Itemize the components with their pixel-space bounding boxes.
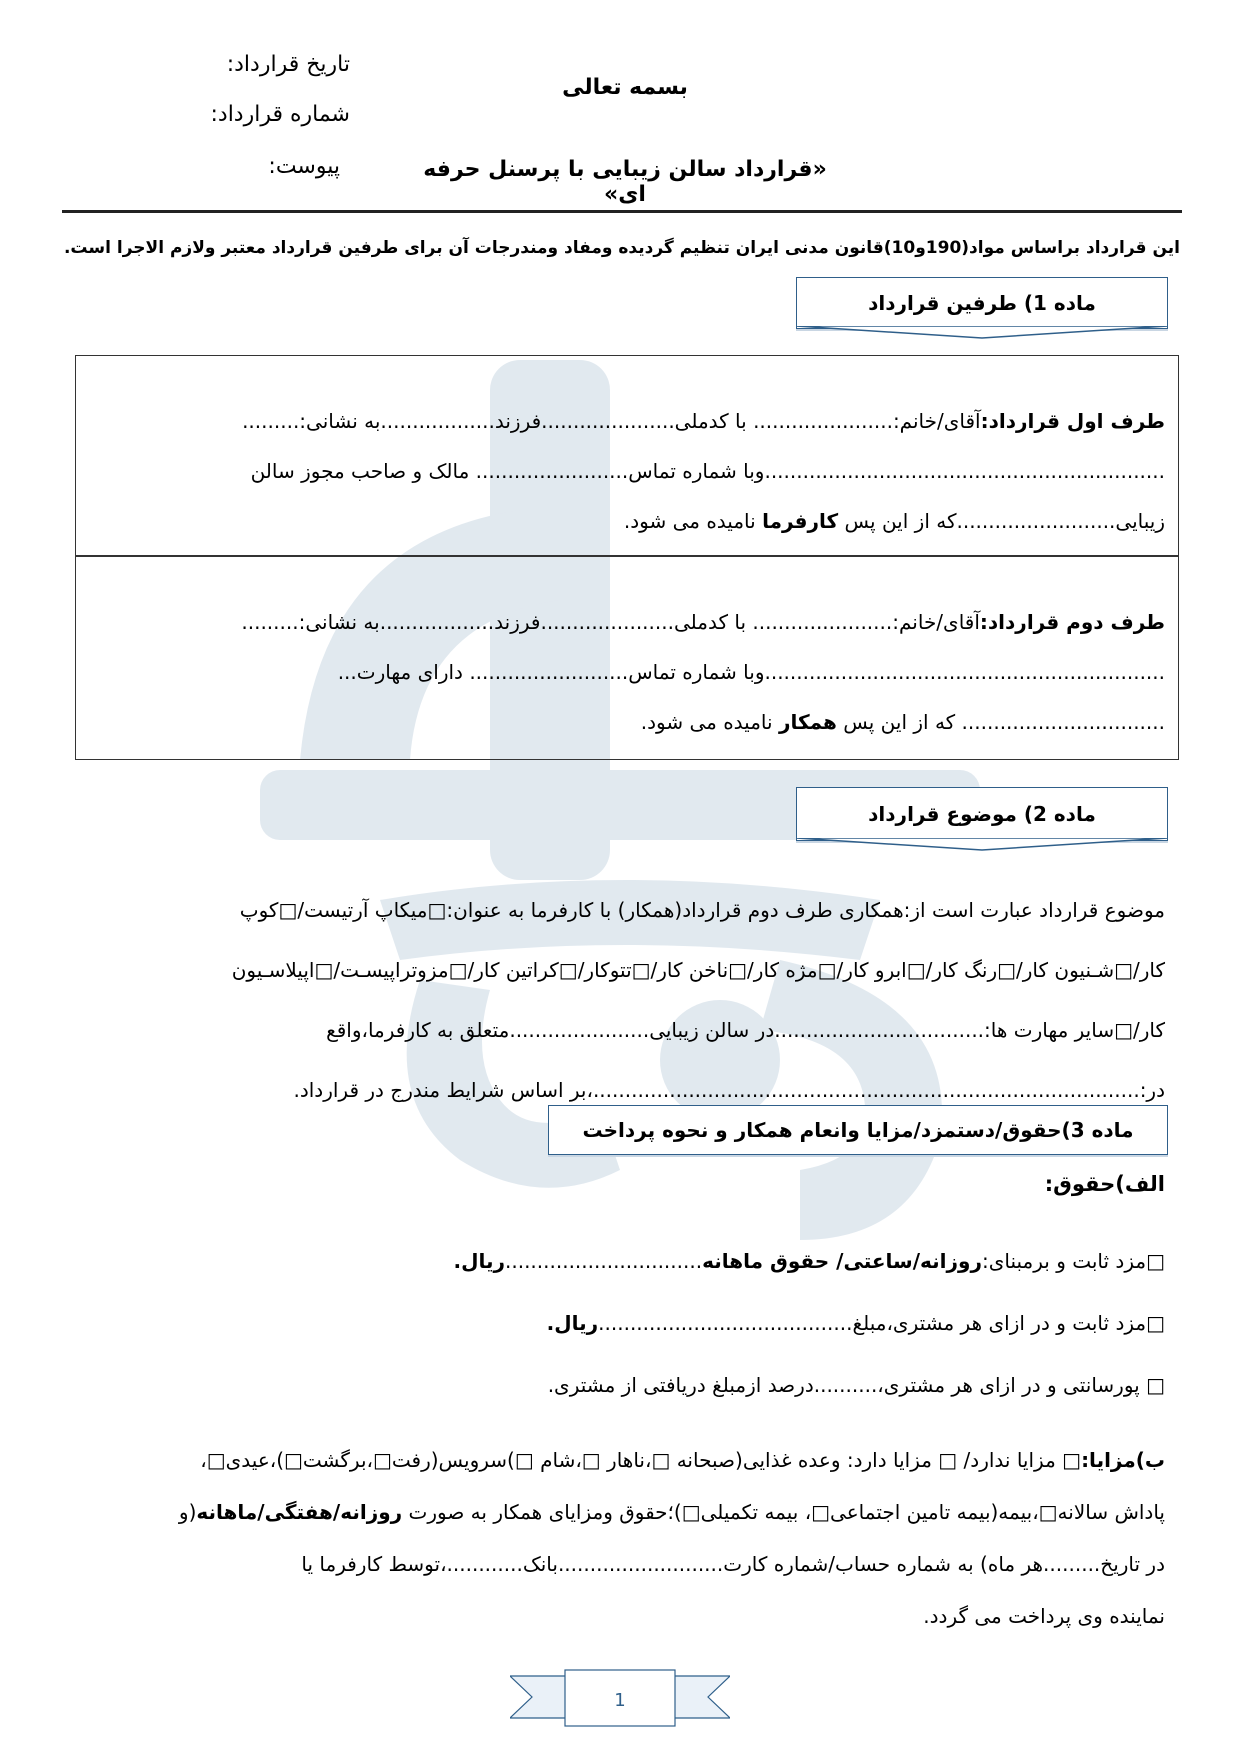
salary-option-2 xyxy=(300,1292,1165,1354)
bismillah-heading: بسمه تعالی xyxy=(562,75,688,100)
salary-option-1-basis: روزانه/ساعتی/ حقوق ماهانه xyxy=(702,1249,982,1273)
payment-period: روزانه/هفتگی/ماهانه xyxy=(196,1500,403,1524)
party2-line1-text: آقای/خانم:...................... با کدملی.....................فرزند..................به نشانی:......... xyxy=(241,610,980,634)
party1-section xyxy=(85,396,1165,546)
party2-line1 xyxy=(85,597,1165,647)
contract-number-label: شماره قرارداد: xyxy=(210,102,350,127)
section1-heading-arrow xyxy=(796,326,1168,340)
benefits-line1 xyxy=(70,1434,1165,1486)
header-divider xyxy=(62,210,1182,213)
colleague-term: همکار xyxy=(778,710,837,734)
section2-line2: کار/□شـنیون کار/□رنگ کار/□ابرو کار/□مژه کار/□ناخن کار/□تتوکار/□کراتین کار/□مزوتراپیسـت/□اپیلاسـیون xyxy=(231,958,1165,982)
section3-heading-text: ماده 3)حقوق/دستمزد/مزایا وانعام همکار و نحوه پرداخت xyxy=(582,1118,1134,1142)
salary-option-2-rial: ریال. xyxy=(546,1311,599,1335)
section2-line1: موضوع قرارداد عبارت است از:همکاری طرف دوم قرارداد(همکار) با کارفرما به عنوان:□میکاپ آرتیست/□کوپ xyxy=(239,898,1165,922)
attachment-label: پیوست: xyxy=(268,154,340,179)
party2-label: طرف دوم قرارداد: xyxy=(979,610,1165,634)
salary-option-1-dots: ............................... xyxy=(505,1249,703,1273)
benefits-line1-text: □ مزایا ندارد/ □ مزایا دارد: وعده غذایی(صبحانه □،ناهار □،شام □)سرویس(رفت□،برگشت□)،عیدی□، xyxy=(200,1448,1082,1472)
party2-line3-b: نامیده می شود. xyxy=(640,710,779,734)
section1-heading xyxy=(796,277,1168,329)
party2-line3-a: ................................ که از این پس xyxy=(836,710,1165,734)
salary-option-1-text: □مزد ثابت و برمبنای: xyxy=(981,1249,1165,1273)
party1-line1 xyxy=(85,396,1165,446)
party2-line3 xyxy=(85,697,1165,747)
party2-section xyxy=(85,597,1165,747)
salary-title: الف)حقوق: xyxy=(1044,1172,1165,1196)
employer-term: کارفرما xyxy=(762,509,839,533)
document-title: «قرارداد سالن زیبایی با پرسنل حرفه ای» xyxy=(423,157,827,207)
section2-heading-text: ماده 2) موضوع قرارداد xyxy=(868,802,1096,826)
party1-line1-text: آقای/خانم:...................... با کدملی.....................فرزند..................به نشانی:......... xyxy=(242,409,981,433)
section3-heading xyxy=(548,1105,1168,1155)
salary-option-1-rial: ریال. xyxy=(453,1249,505,1273)
section2-heading-arrow xyxy=(796,838,1168,852)
intro-paragraph: این قرارداد براساس مواد(190و10)قانون مدنی ایران تنظیم گردیده ومفاد ومندرجات آن برای طرفین قرارداد معتبر ولازم الاجرا است. xyxy=(63,238,1180,258)
benefits-line4: نماینده وی پرداخت می گردد. xyxy=(923,1604,1165,1628)
party1-line3 xyxy=(85,496,1165,546)
party1-label: طرف اول قرارداد: xyxy=(980,409,1165,433)
benefits-line3: در تاریخ.........هر ماه) به شماره حساب/شماره کارت..........................بانک............،توسط کارفرما یا xyxy=(301,1552,1165,1576)
benefits-line2-b: (و xyxy=(178,1500,197,1524)
salary-options xyxy=(300,1230,1165,1416)
section2-line3: کار/□سایر مهارت ها:.................................در سالن زیبایی......................متعلق به کارفرما،واقع xyxy=(326,1018,1165,1042)
section2-body xyxy=(70,880,1165,1120)
benefits-line2 xyxy=(70,1486,1165,1538)
party1-line3-a: زیبایی.........................که از این پس xyxy=(838,509,1165,533)
salary-option-2-text: □مزد ثابت و در ازای هر مشتری،مبلغ........................................ xyxy=(598,1311,1165,1335)
benefits-section xyxy=(70,1434,1165,1642)
party1-line3-b: نامیده می شود. xyxy=(623,509,763,533)
section2-heading xyxy=(796,787,1168,841)
contract-date-label: تاریخ قرارداد: xyxy=(226,52,350,77)
section1-heading-text: ماده 1) طرفین قرارداد xyxy=(868,291,1096,315)
salary-option-3: □ پورسانتی و در ازای هر مشتری،..........درصد ازمبلغ دریافتی از مشتری. xyxy=(547,1373,1165,1397)
party1-line2: ...............................................................وبا شماره تماس........................ مالک و صاحب مجوز سالن xyxy=(250,459,1165,483)
section2-line4: در:......................................................................................،بر اساس شرایط مندرج در قرارداد. xyxy=(293,1078,1165,1102)
page-number: 1 xyxy=(614,1690,626,1711)
salary-option-1 xyxy=(300,1230,1165,1292)
benefits-title: ب)مزایا: xyxy=(1081,1448,1165,1472)
party2-line2: ...............................................................وبا شماره تماس......................... دارای مهارت... xyxy=(337,660,1165,684)
benefits-line2-a: پاداش سالانه□،بیمه(بیمه تامین اجتماعی□، بیمه تکمیلی□)؛حقوق ومزایای همکار به صورت xyxy=(402,1500,1165,1524)
